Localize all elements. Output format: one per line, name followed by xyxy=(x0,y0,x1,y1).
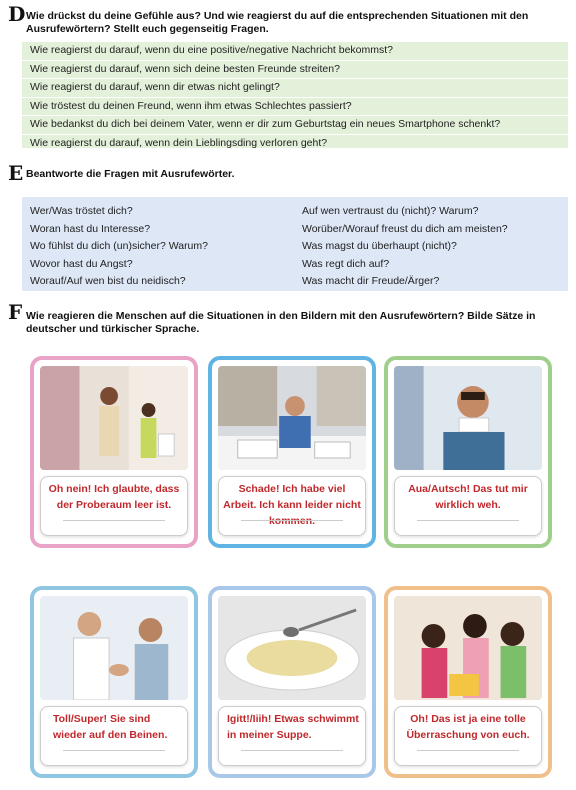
speech-text: Oh nein! Ich glaubte, dass der Proberaum leer ist. xyxy=(48,483,180,511)
speech-bubble xyxy=(218,706,366,766)
answer-line xyxy=(63,750,165,751)
doctor-handshake-photo xyxy=(40,596,188,700)
speech-bubble xyxy=(394,706,542,766)
section-e-letter: E xyxy=(8,161,24,185)
section-e-title: Beantworte die Fragen mit Ausrufewörter. xyxy=(26,168,235,180)
question-item: Was regt dich auf? xyxy=(302,257,390,270)
speech-bubble xyxy=(394,476,542,536)
answer-line xyxy=(417,750,519,751)
picture-card-office-work xyxy=(208,356,376,548)
soup-photo xyxy=(218,596,366,700)
speech-bubble xyxy=(218,476,366,536)
picture-card-neck-pain xyxy=(384,356,552,548)
section-f-title: Wie reagieren die Menschen auf die Situationen in den Bildern mit den Ausrufewörtern? Bilde Sätze in deutscher und türkischer Sprache. xyxy=(26,310,536,335)
section-d-question-box xyxy=(22,42,568,148)
picture-card-doctor-handshake xyxy=(30,586,198,778)
question-line: Wie reagierst du darauf, wenn sich deine besten Freunde streiten? xyxy=(22,61,568,80)
question-item: Worüber/Worauf freust du dich am meisten? xyxy=(302,222,508,235)
fitting-room-photo xyxy=(40,366,188,470)
question-line: Wie reagierst du darauf, wenn du eine positive/negative Nachricht bekommst? xyxy=(22,42,568,61)
picture-card-soup xyxy=(208,586,376,778)
section-d-letter: D xyxy=(8,2,26,26)
question-line: Wie bedankst du dich bei deinem Vater, wenn er dir zum Geburtstag ein neues Smartphone schenkt? xyxy=(22,116,568,135)
question-item: Wovor hast du Angst? xyxy=(30,257,133,270)
question-item: Worauf/Auf wen bist du neidisch? xyxy=(30,275,186,287)
office-work-photo xyxy=(218,366,366,470)
question-item: Was magst du überhaupt (nicht)? xyxy=(302,240,457,252)
speech-bubble xyxy=(40,706,188,766)
speech-text: Oh! Das ist ja eine tolle Überraschung von euch. xyxy=(406,713,530,741)
answer-line xyxy=(241,520,343,521)
speech-text: Aua/Autsch! Das tut mir wirklich weh. xyxy=(408,483,528,511)
answer-line xyxy=(63,520,165,521)
section-d-title: Wie drückst du deine Gefühle aus? Und wie reagierst du auf die entsprechenden Situationen mit den Ausrufewörtern? Stellt euch gegenseitig Fragen. xyxy=(26,10,529,35)
picture-card-fitting-room xyxy=(30,356,198,548)
answer-line xyxy=(241,750,343,751)
question-line: Wie reagierst du darauf, wenn dir etwas nicht gelingt? xyxy=(22,79,568,98)
question-column-right xyxy=(302,203,508,291)
surprise-photo xyxy=(394,596,542,700)
question-column-left xyxy=(30,203,208,291)
picture-card-surprise xyxy=(384,586,552,778)
question-line: Wie reagierst du darauf, wenn dein Lieblingsding verloren geht? xyxy=(30,136,328,149)
neck-pain-photo xyxy=(394,366,542,470)
question-item: Wer/Was tröstet dich? xyxy=(30,205,133,217)
speech-text: Schade! Ich habe viel Arbeit. Ich kann leider nicht kommen. xyxy=(223,483,361,527)
speech-bubble xyxy=(40,476,188,536)
question-line: Wie tröstest du deinen Freund, wenn ihm etwas Schlechtes passiert? xyxy=(22,98,568,117)
question-item: Auf wen vertraust du (nicht)? Warum? xyxy=(302,205,479,217)
speech-text: Toll/Super! Sie sind wieder auf den Beinen. xyxy=(53,713,168,741)
question-item: Was macht dir Freude/Ärger? xyxy=(302,275,440,287)
section-f-letter: F xyxy=(8,300,23,324)
question-item: Woran hast du Interesse? xyxy=(30,222,151,235)
section-e-question-box xyxy=(22,197,568,291)
speech-text: Igitt!/Iiih! Etwas schwimmt in meiner Suppe. xyxy=(227,713,359,741)
answer-line xyxy=(417,520,519,521)
question-item: Wo fühlst du dich (un)sicher? Warum? xyxy=(30,240,208,252)
